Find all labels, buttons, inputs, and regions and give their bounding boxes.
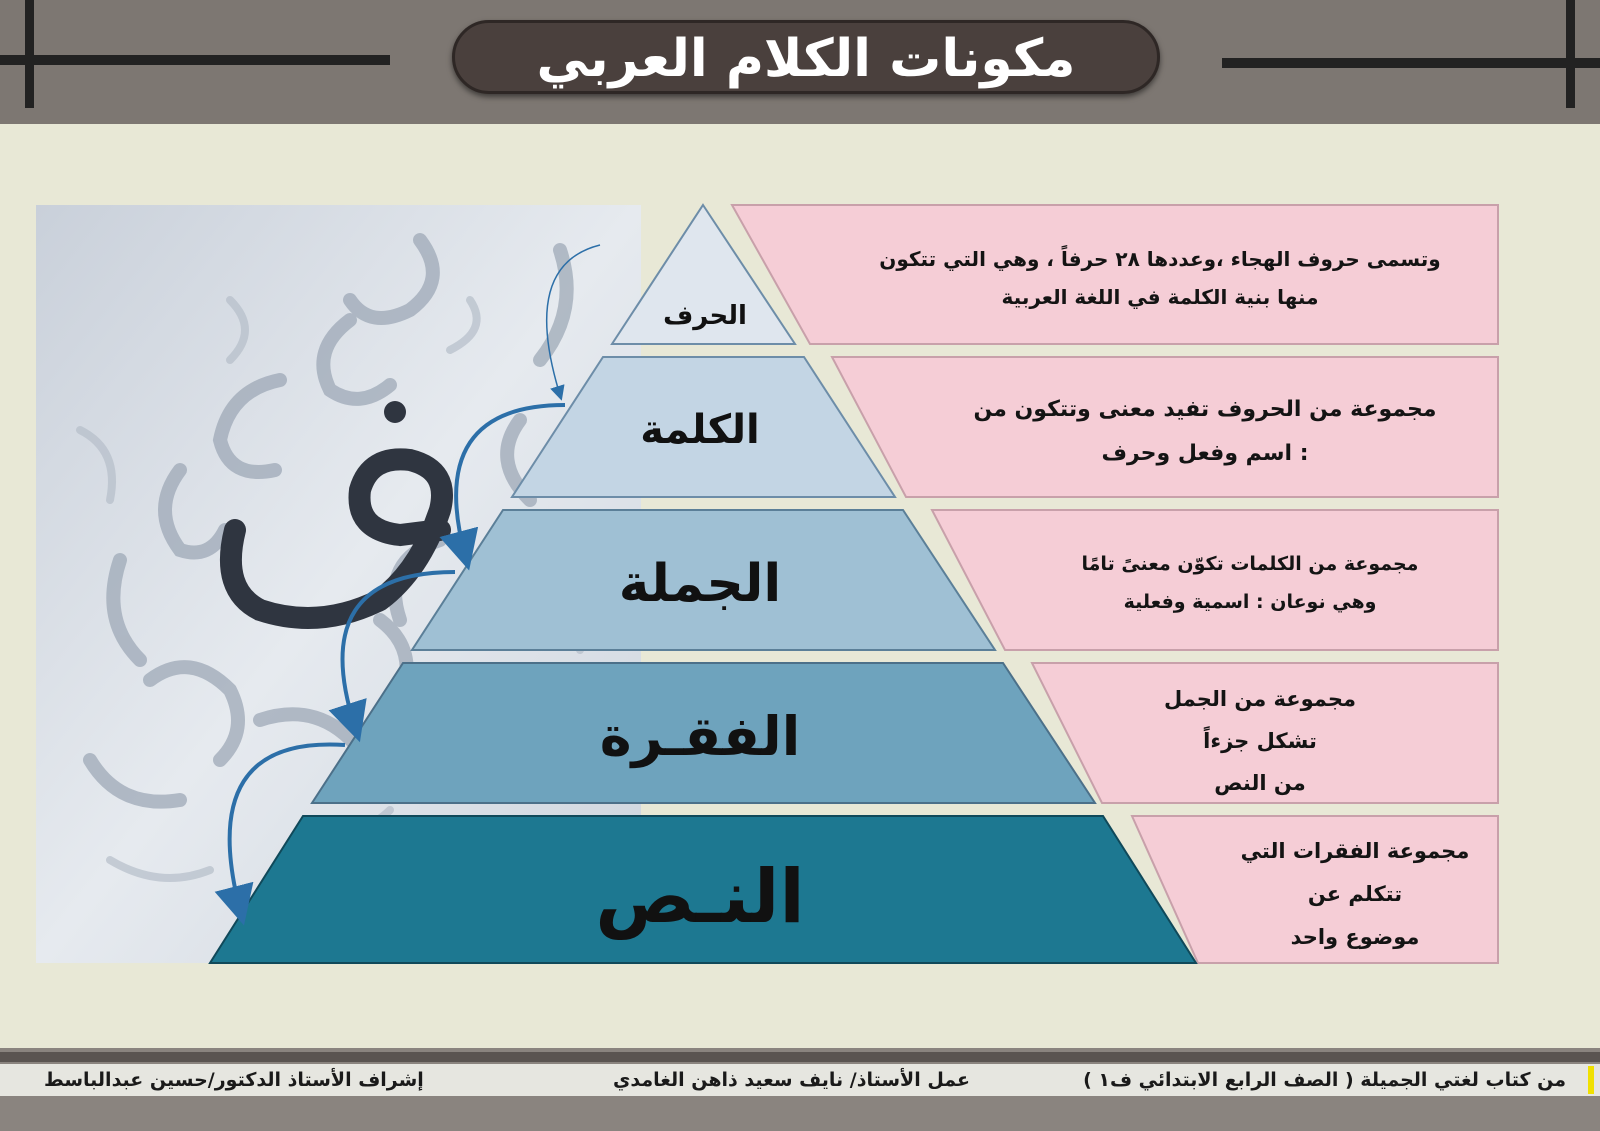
definition-1-line-2: منها بنية الكلمة في اللغة العربية bbox=[1001, 285, 1319, 309]
level-4-label: الفقـرة bbox=[599, 705, 801, 768]
footer-supervisor: إشراف الأستاذ الدكتور/حسين عبدالباسط bbox=[44, 1069, 424, 1091]
footer-accent bbox=[1588, 1066, 1594, 1094]
definition-text-2 bbox=[920, 388, 1490, 476]
page-title: مكونات الكلام العربي bbox=[536, 29, 1076, 89]
definition-4-line-2: تشكل جزءاً bbox=[1203, 729, 1317, 753]
definition-5-line-2: تتكلم عن bbox=[1307, 882, 1403, 906]
footer-author: عمل الأستاذ/ نايف سعيد ذاهن الغامدي bbox=[612, 1069, 970, 1091]
level-2-label: الكلمة bbox=[640, 407, 760, 453]
definition-5-line-1: مجموعة الفقرات التي bbox=[1240, 839, 1470, 863]
footer-stripe bbox=[0, 1052, 1600, 1062]
level-3-label: الجملة bbox=[618, 554, 782, 614]
definition-text-5 bbox=[1215, 830, 1495, 959]
definition-5-line-3: موضوع واحد bbox=[1290, 925, 1420, 949]
definition-text-3 bbox=[1030, 545, 1470, 621]
definition-3-line-2: وهي نوعان : اسمية وفعلية bbox=[1123, 591, 1377, 613]
definition-2-line-1: مجموعة من الحروف تفيد معنى وتتكون من bbox=[973, 397, 1437, 422]
definition-4-line-3: من النص bbox=[1214, 771, 1306, 795]
level-1-label: الحرف bbox=[663, 301, 747, 331]
definition-1-line-1: وتسمى حروف الهجاء ،وعددها ٢٨ حرفاً ، وهي التي تتكون bbox=[879, 247, 1441, 271]
definition-3-line-1: مجموعة من الكلمات تكوّن معنىً تامًا bbox=[1081, 553, 1419, 575]
definition-text-1 bbox=[830, 240, 1490, 316]
level-5-label: النـص bbox=[595, 854, 805, 940]
definition-4-line-1: مجموعة من الجمل bbox=[1163, 687, 1357, 711]
definition-text-4 bbox=[1110, 678, 1410, 804]
definition-2-line-2: : اسم وفعل وحرف bbox=[1101, 441, 1309, 466]
footer-source: من كتاب لغتي الجميلة ( الصف الرابع الابتدائي ف١ ) bbox=[1083, 1069, 1566, 1091]
